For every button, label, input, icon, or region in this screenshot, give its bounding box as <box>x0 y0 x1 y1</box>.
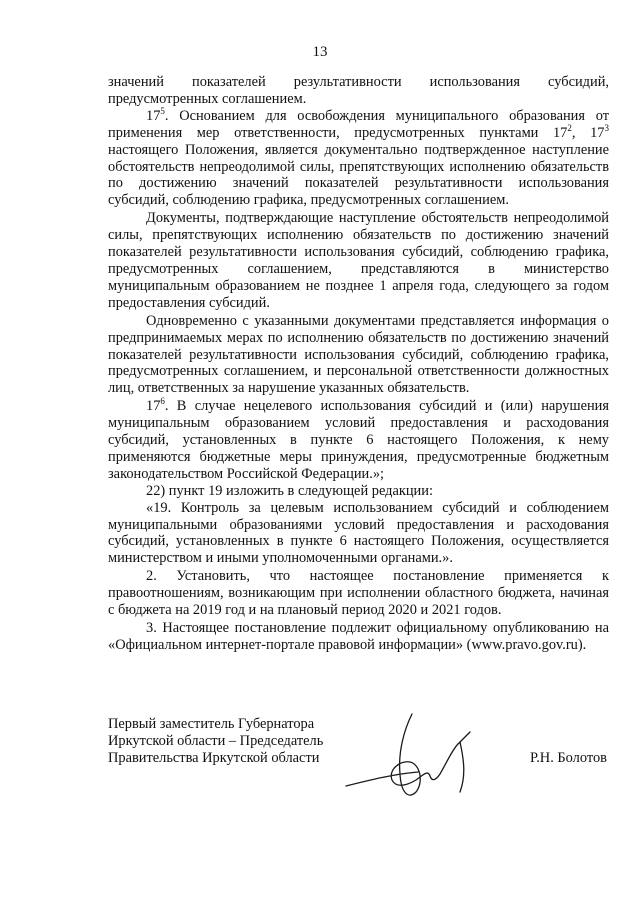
paragraph-17-5: $17^5$. Основанием для освобождения муниципального образования от применения мер ответственности, предусмотренных пунктами $17^2$, $17^3$ настоящего Положения, является документально подтвержденное наступление обстоятельств непреодолимой силы, препятствующих исполнению обязательств по достижению значений показателей результативности использования субсидий, соблюдению графика, предусмотренных соглашением. <box>108 106 609 209</box>
paragraph-item-19: «19. Контроль за целевым использованием субсидий и соблюдением муниципальными образованиями условий предоставления и расходования субсидий, установленных в пункте 6 настоящего Положения, осуществляется министерством и иными уполномоченными органами.». <box>108 499 609 567</box>
paragraph-item-22: 22) пункт 19 изложить в следующей редакции: <box>146 482 433 499</box>
handwritten-signature <box>300 700 500 810</box>
signatory-name: Р.Н. Болотов <box>530 750 607 766</box>
document-body <box>108 74 609 654</box>
signatory-title <box>108 716 323 767</box>
paragraph-continuation: значений показателей результативности использования субсидий, предусмотренных соглашением. <box>108 74 609 107</box>
paragraph-information: Одновременно с указанными документами представляется информация о предпринимаемых мерах по исполнению обязательств по достижению значений показателей результативности использования субсидий, соблюдению графика, предусмотренных соглашением, и персональной ответственности должностных лиц, ответственных за нарушение указанных обязательств. <box>108 312 609 397</box>
paragraph-17-6: $17^6$. В случае нецелевого использования субсидий и (или) нарушения муниципальным образованием условий предоставления и расходования субсидий, установленных в пункте 6 настоящего Положения, к нему применяются бюджетные меры принуждения, предусмотренные бюджетным законодательством Российской Федерации.»; <box>108 396 609 482</box>
page-number: 13 <box>312 44 328 60</box>
signatory-title-line: Первый заместитель Губернатора <box>108 716 315 732</box>
paragraph-section-2: 2. Установить, что настоящее постановление применяется к правоотношениям, возникающим при исполнении областного бюджета, начиная с бюджета на 2019 год и на плановый период 2020 и 2021 годов. <box>108 568 609 619</box>
paragraph-documents: Документы, подтверждающие наступление обстоятельств непреодолимой силы, препятствующих исполнению обязательств по достижению значений показателей результативности использования субсидий, соблюдению графика, предусмотренных соглашением, представляются в министерство муниципальным образованием не позднее 1 апреля года, следующего за годом предоставления субсидий. <box>108 210 609 311</box>
paragraph-section-3: 3. Настоящее постановление подлежит официальному опубликованию на «Официальном интернет-портале правовой информации» (www.pravo.gov.ru). <box>108 620 609 653</box>
signatory-title-line: Правительства Иркутской области <box>108 750 320 766</box>
signatory-title-line: Иркутской области – Председатель <box>108 733 324 749</box>
